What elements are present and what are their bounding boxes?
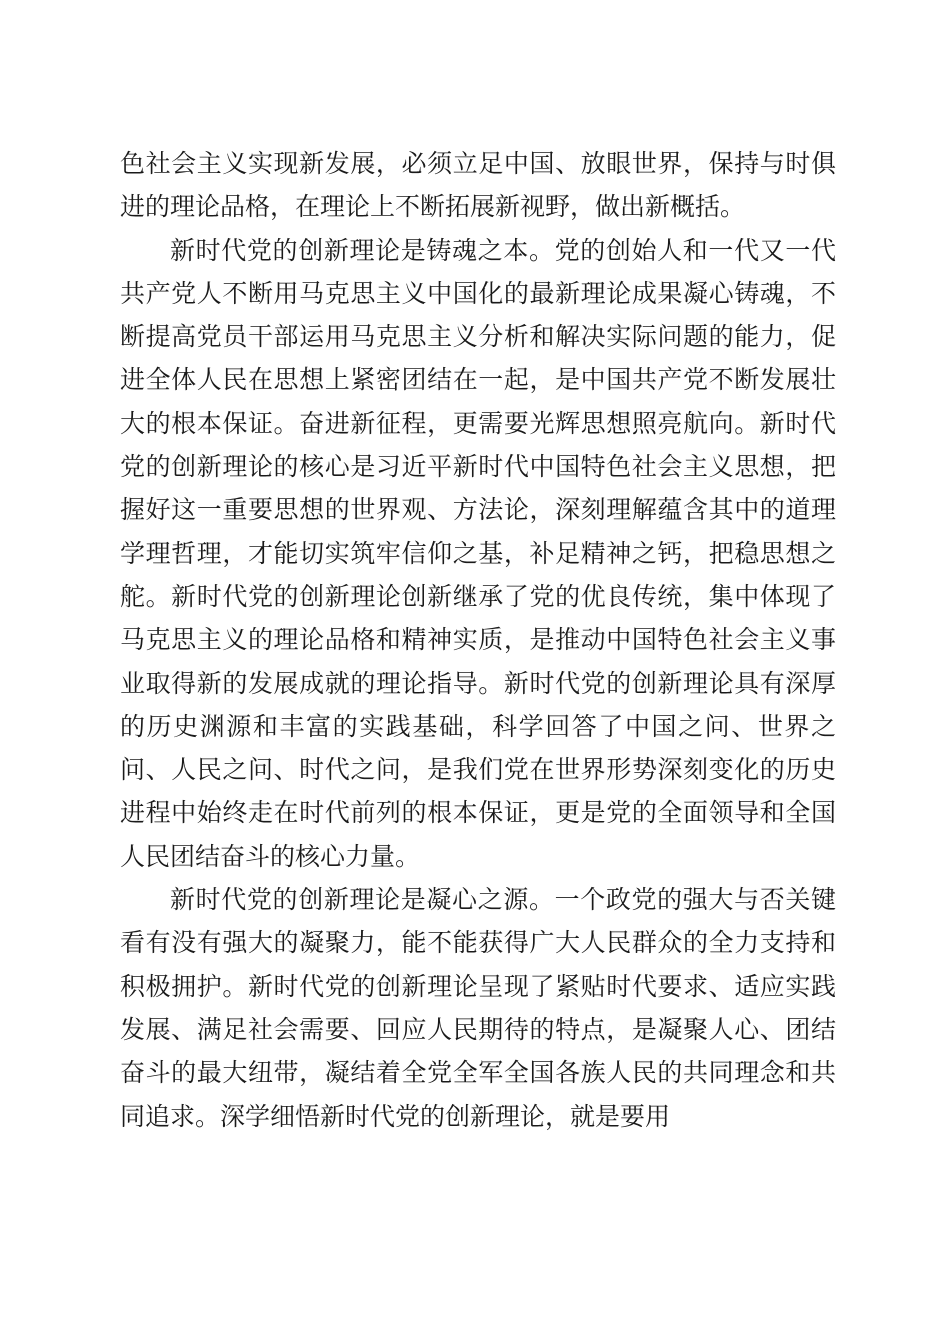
paragraph-continuation: 色社会主义实现新发展，必须立足中国、放眼世界，保持与时俱进的理论品格，在理论上不断拓展新视野，做出新概括。 bbox=[120, 149, 836, 222]
document-body bbox=[120, 142, 836, 1138]
paragraph-cohesion-source: 新时代党的创新理论是凝心之源。一个政党的强大与否关键看有没有强大的凝聚力，能不能获得广大人民群众的全力支持和积极拥护。新时代党的创新理论呈现了紧贴时代要求、适应实践发展、满足社会需要、回应人民期待的特点，是凝聚人心、团结奋斗的最大纽带，凝结着全党全军全国各族人民的共同理念和共同追求。深学细悟新时代党的创新理论，就是要用 bbox=[120, 885, 836, 1131]
paragraph-soul-casting: 新时代党的创新理论是铸魂之本。党的创始人和一代又一代共产党人不断用马克思主义中国化的最新理论成果凝心铸魂，不断提高党员干部运用马克思主义分析和解决实际问题的能力，促进全体人民在思想上紧密团结在一起，是中国共产党不断发展壮大的根本保证。奋进新征程，更需要光辉思想照亮航向。新时代党的创新理论的核心是习近平新时代中国特色社会主义思想，把握好这一重要思想的世界观、方法论，深刻理解蕴含其中的道理学理哲理，才能切实筑牢信仰之基，补足精神之钙，把稳思想之舵。新时代党的创新理论创新继承了党的优良传统，集中体现了马克思主义的理论品格和精神实质，是推动中国特色社会主义事业取得新的发展成就的理论指导。新时代党的创新理论具有深厚的历史渊源和丰富的实践基础，科学回答了中国之问、世界之问、人民之问、时代之问，是我们党在世界形势深刻变化的历史进程中始终走在时代前列的根本保证，更是党的全面领导和全国人民团结奋斗的核心力量。 bbox=[120, 235, 836, 871]
